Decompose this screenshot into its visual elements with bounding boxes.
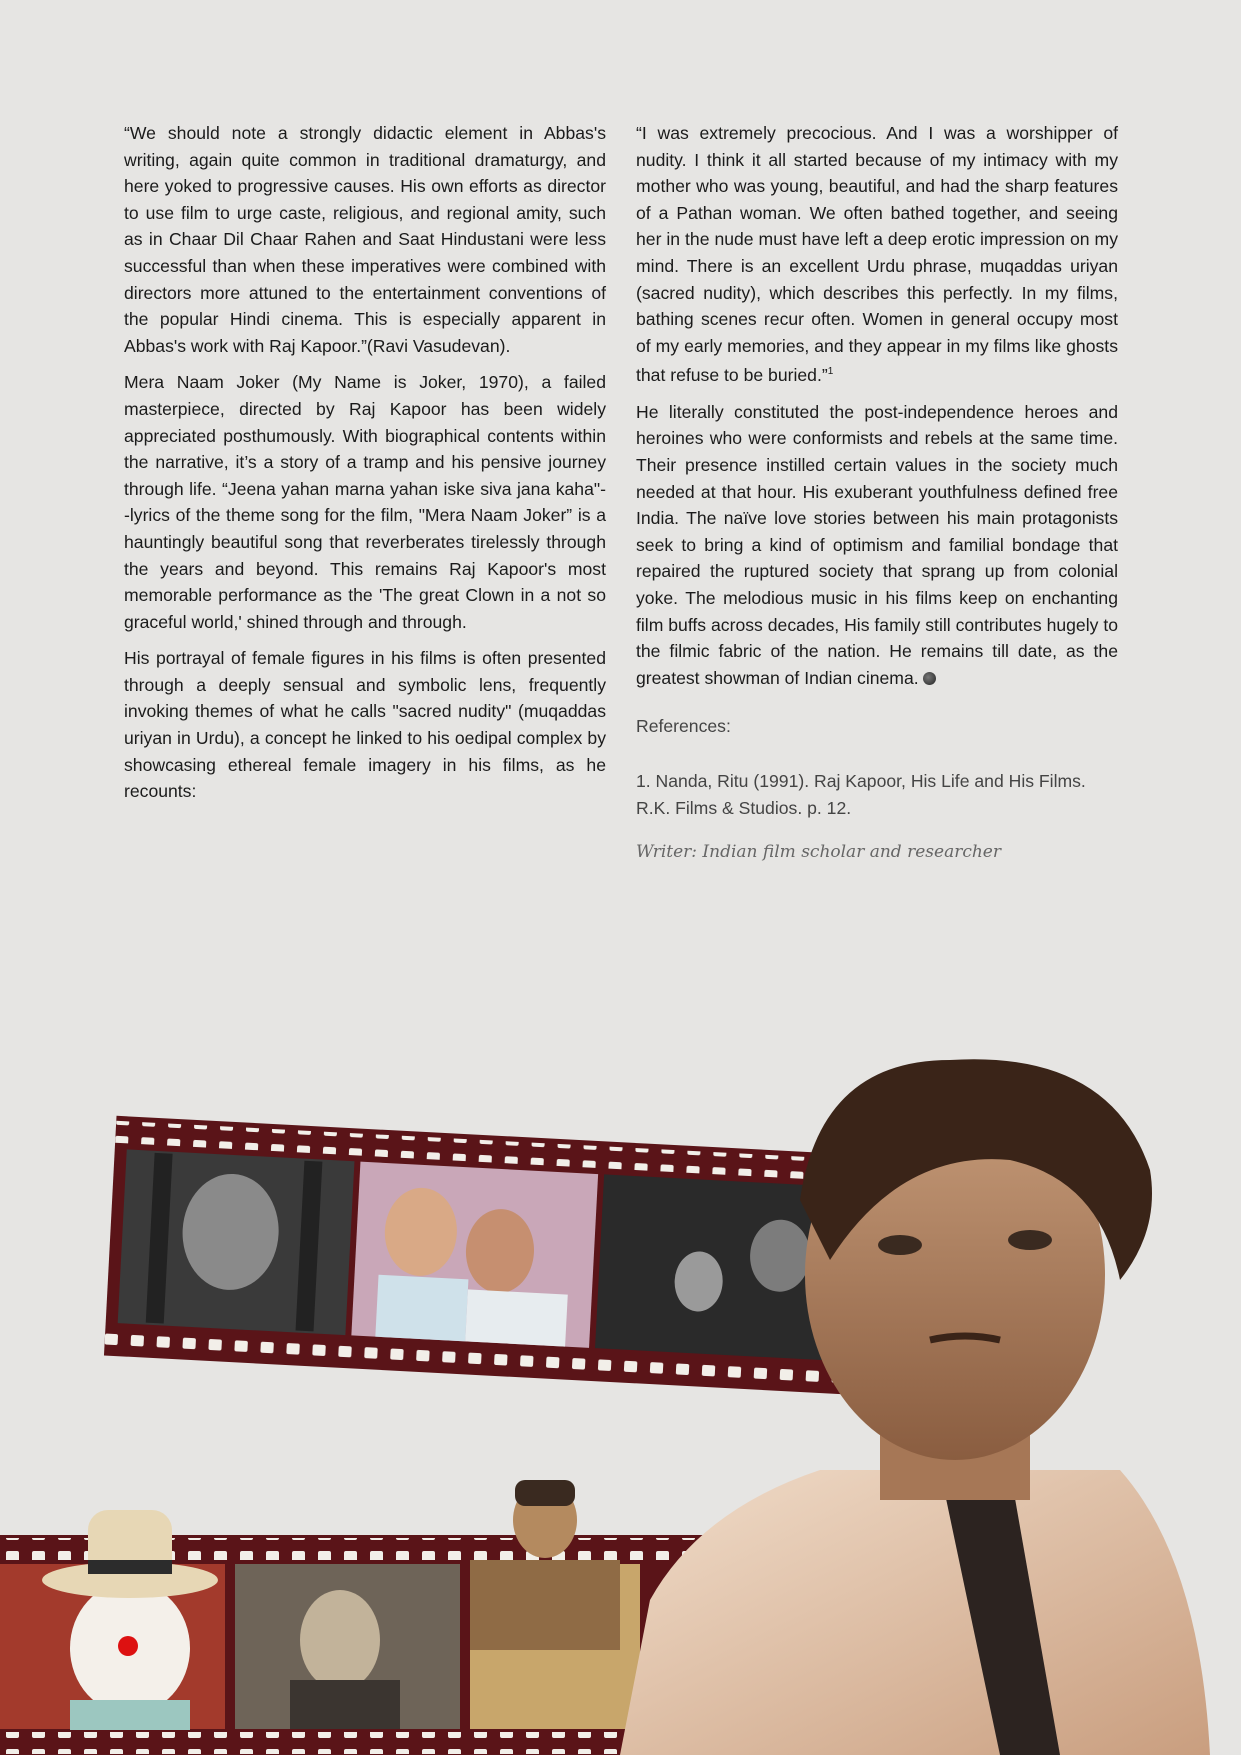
footnote-marker: 1 <box>827 366 834 378</box>
upper-film-strip <box>104 1116 856 1394</box>
left-paragraph-1: “We should note a strongly didactic element in Abbas's writing, again quite common in traditional dramaturgy, and here yoked to progressive causes. His own efforts as director to use film to urge caste, religious, and regional amity, such as in Chaar Dil Chaar Rahen and Saat Hindustani were less successful than when these imperatives were combined with directors more attuned to the entertainment conventions of the popular Hindi cinema. This is especially apparent in Abbas's work with Raj Kapoor.”(Ravi Vasudevan). <box>124 123 606 356</box>
right-paragraph-2 <box>636 399 1118 692</box>
left-column <box>124 120 606 815</box>
writer-note: Writer: Indian film scholar and researcher <box>636 842 1001 863</box>
film-still-2 <box>351 1162 598 1348</box>
film-still-1 <box>118 1149 355 1335</box>
right-paragraph-1 <box>636 120 1118 389</box>
film-collage-image <box>0 1040 1241 1755</box>
quote-text: “I was extremely precocious. And I was a worshipper of nudity. I think it all started because of my intimacy with my mother who was young, beautiful, and had the sharp features of a Pathan woman. We often bathed together, and seeing her in the nude must have left a deep erotic impression on my mind. There is an excellent Urdu phrase, muqaddas uriyan (sacred nudity), which describes this perfectly. In my films, bathing scenes recur often. Women in general occupy most of my early memories, and they appear in my films like ghosts that refuse to be buried.” <box>636 123 1118 386</box>
left-paragraph-3: His portrayal of female figures in his films is often presented through a deeply sensual and symbolic lens, frequently invoking themes of what he calls "sacred nudity" (muqaddas uriyan in Urdu), a concept he linked to his oedipal complex by showcasing ethereal female imagery in his films, as he recounts: <box>124 648 606 802</box>
conclusion-text: He literally constituted the post-independence heroes and heroines who were conformists and rebels at the same time. Their presence instilled certain values in the society much needed at that hour. His exuberant youthfulness defined free India. The naïve love stories between his main protagonists seek to bring a kind of optimism and familial bondage that repaired the ruptured society that sprang up from colonial yoke. The melodious music in his films keep on enchanting film buffs across decades, His family still contributes hugely to the filmic fabric of the nation. He remains till date, as the greatest showman of Indian cinema. <box>636 401 1118 688</box>
end-mark-icon <box>923 672 936 685</box>
reference-item: 1. Nanda, Ritu (1991). Raj Kapoor, His Life and His Films. R.K. Films & Studios. p. 12. <box>636 770 1086 818</box>
film-still-actor-seated <box>470 1480 640 1729</box>
references-heading: References: <box>636 716 731 737</box>
left-paragraph-2: Mera Naam Joker (My Name is Joker, 1970), a failed masterpiece, directed by Raj Kapoor has been widely appreciated posthumously. With biographical contents within the narrative, it’s a story of a tramp and his pensive journey through life. “Jeena yahan marna yahan iske siva jana kaha"--lyrics of the theme song for the film, "Mera Naam Joker” is a hauntingly beautiful song that reverberates tirelessly through the years and beyond. This remains Raj Kapoor's most memorable performance as the 'The great Clown in a not so graceful world,' shined through and through. <box>124 372 606 632</box>
film-still-actress <box>235 1564 460 1729</box>
right-column <box>636 120 1118 876</box>
